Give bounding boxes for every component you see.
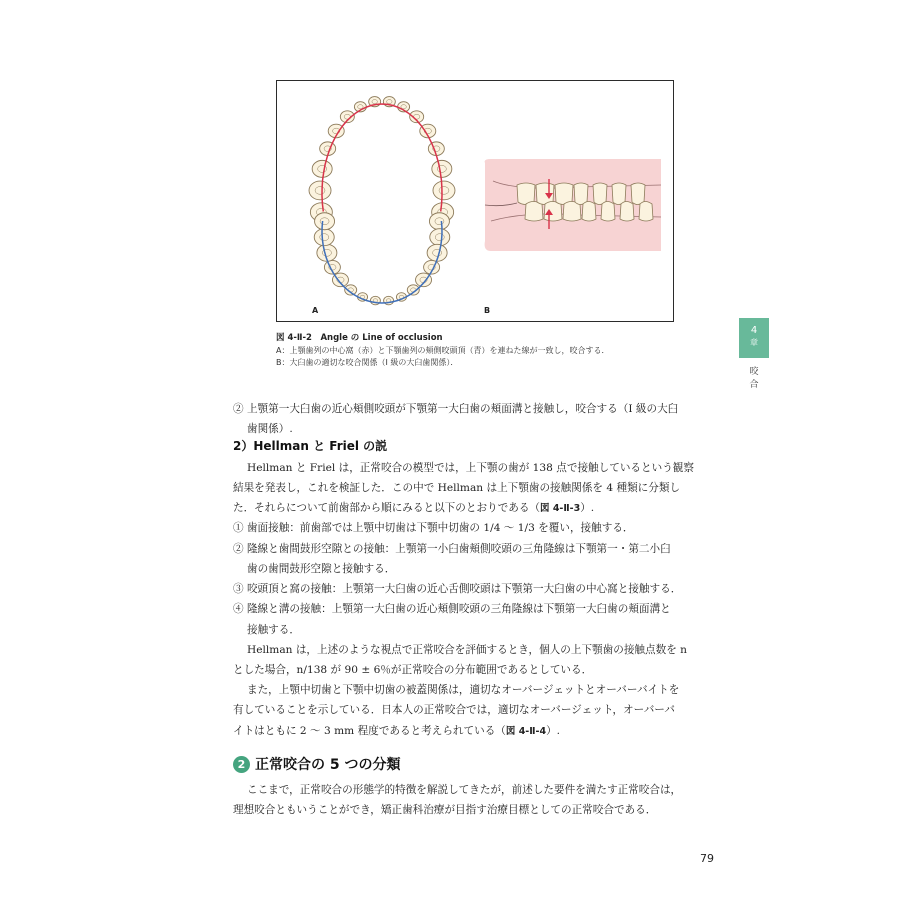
list-item-4-line-1: ④ 隆線と溝の接触：上顎第一大臼歯の近心頬側咬頭の三角隆線は下顎第一大臼歯の頬面溝と <box>233 603 671 615</box>
paragraph-4-line-1: ここまで，正常咬合の形態学的特徴を解説してきたが，前述した要件を満たす正常咬合は， <box>247 784 682 796</box>
item-2-line-1: ② 上顎第一大臼歯の近心頬側咬頭が下顎第一大臼歯の頬面溝と接触し，咬合する（I 級の大臼 <box>233 403 679 415</box>
chapter-unit: 章 <box>750 338 758 347</box>
paragraph-1-line-3-end: ）. <box>580 502 595 514</box>
paragraph-2-line-2: とした場合，n/138 が 90 ± 6％が正常咬合の分布範囲であるとしている． <box>233 664 593 676</box>
section-heading-hellman-friel: 2）Hellman と Friel の説 <box>233 439 388 453</box>
paragraph-1-line-1: Hellman と Friel は，正常咬合の模型では，上下顎の歯が 138 点で接触しているという観察 <box>247 462 694 474</box>
figure-reference-4-2-3: 図 4-Ⅱ-3 <box>540 503 581 514</box>
panel-b-lower-tooth <box>544 202 562 222</box>
list-item-4-line-2: 接触する． <box>247 624 300 636</box>
section-number-badge: 2 <box>233 756 250 773</box>
list-item-1: ① 歯面接触：前歯部では上顎中切歯は下顎中切歯の 1/4 ～ 1/3 を覆い，接触する． <box>233 522 634 534</box>
panel-b-label: B <box>484 306 491 315</box>
item-2-line-2: 歯関係）. <box>247 423 293 435</box>
paragraph-4-line-2: 理想咬合ともいうことができ，矯正歯科治療が目指す治療目標としての正常咬合である． <box>233 804 657 816</box>
upper-arch-tooth <box>312 160 332 177</box>
caption-title: 図 4-Ⅱ-2 Angle の Line of occlusion <box>276 333 443 343</box>
paragraph-3-line-1: また，上顎中切歯と下顎中切歯の被蓋関係は，適切なオーバージェットとオーバーバイトを <box>247 684 680 696</box>
lower-buccal-cusp-line <box>322 221 442 303</box>
panel-b-lower-tooth <box>639 202 653 222</box>
panel-b-lower-tooth <box>620 202 634 222</box>
lower-arch-tooth <box>429 213 449 230</box>
upper-central-fossa-line <box>322 104 442 212</box>
lower-arch-tooth <box>315 213 335 230</box>
chapter-name: 咬合 <box>749 367 759 390</box>
figure-reference-4-2-4: 図 4-Ⅱ-4 <box>505 726 547 737</box>
panel-b-upper-tooth <box>631 183 645 205</box>
paragraph-3-line-3-end: ）. <box>546 725 561 737</box>
panel-b-upper-tooth <box>574 183 588 205</box>
lower-arch-tooth <box>430 229 450 246</box>
paragraph-3-line-3-text: イトはともに 2 ～ 3 mm 程度であると考えられている（ <box>233 725 506 737</box>
paragraph-1-line-2: 結果を発表し，これを検証した．この中で Hellman は上下顎歯の接触関係を 4 種類に分類し <box>233 482 681 494</box>
lower-arch-tooth <box>314 229 334 246</box>
paragraph-3-line-3 <box>233 721 560 742</box>
paragraph-1-line-3 <box>233 498 594 519</box>
chapter-number: 4 <box>750 325 758 336</box>
panel-b-lower-tooth <box>601 202 615 222</box>
caption-line-a: A：上顎歯列の中心窩（赤）と下顎歯列の頬側咬頭頂（青）を連ねた線が一致し，咬合する． <box>276 346 610 355</box>
chapter-tab <box>739 318 769 358</box>
section-heading-five-classifications <box>233 754 401 774</box>
caption-line-b: B：大臼歯の適切な咬合関係（I 級の大臼歯関係）． <box>276 358 459 367</box>
paragraph-1-line-3-text: た．それらについて前歯部から順にみると以下のとおりである（ <box>233 502 541 514</box>
list-item-2-line-1: ② 隆線と歯間鼓形空隙との接触：上顎第一小臼歯頬側咬頭の三角隆線は下顎第一・第二小臼 <box>233 543 671 555</box>
list-item-3: ③ 咬頭頂と窩の接触：上顎第一大臼歯の近心舌側咬頭は下顎第一大臼歯の中心窩と接触する． <box>233 583 682 595</box>
upper-arch-tooth <box>309 181 331 200</box>
paragraph-2-line-1: Hellman は，上述のような視点で正常咬合を評価するとき，個人の上下顎歯の接触点数を n <box>247 644 687 656</box>
panel-b-upper-tooth <box>593 183 607 205</box>
figure-4-2 <box>276 80 674 322</box>
upper-arch-tooth <box>433 181 455 200</box>
panel-b-lower-tooth <box>525 202 543 222</box>
page-number: 79 <box>700 852 714 865</box>
figure-caption <box>276 332 696 369</box>
section-heading-text: 正常咬合の 5 つの分類 <box>255 757 401 773</box>
upper-arch-tooth <box>432 160 452 177</box>
panel-b-upper-tooth <box>612 183 626 205</box>
panel-b-lower-tooth <box>582 202 596 222</box>
occlusion-illustration <box>277 81 675 323</box>
list-item-2-line-2: 歯の歯間鼓形空隙と接触する． <box>247 563 396 575</box>
paragraph-3-line-2: 有していることを示している．日本人の正常咬合では，適切なオーバージェット，オーバーバ <box>233 704 675 716</box>
panel-a-label: A <box>312 306 319 315</box>
